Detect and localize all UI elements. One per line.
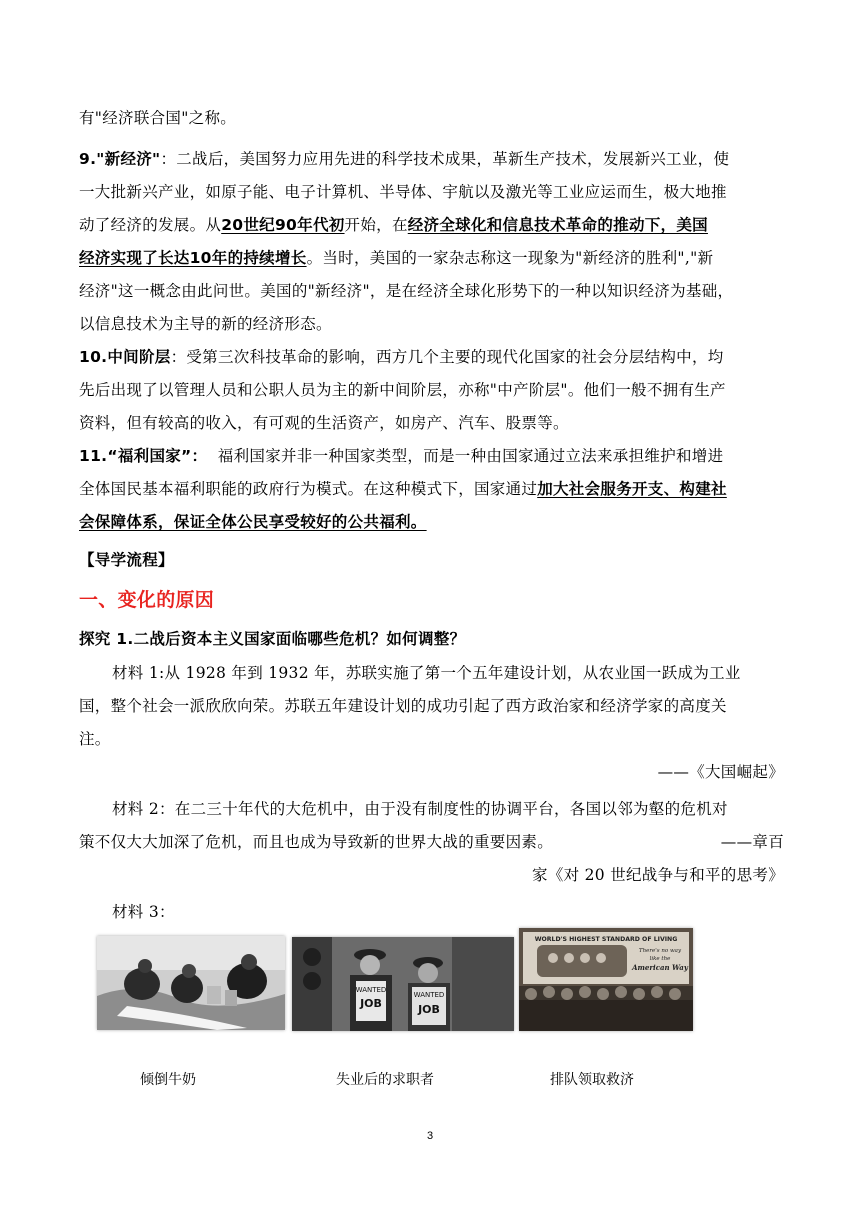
material2-line-3: 家《对 20 世纪战争与和平的思考》 bbox=[532, 866, 784, 884]
p10-label: 10.中间阶层 bbox=[79, 348, 171, 366]
p10-line-2: 先后出现了以管理人员和公职人员为主的新中间阶层，亦称"中产阶层"。他们一般不拥有生产 bbox=[79, 381, 726, 399]
p9-line-6: 以信息技术为主导的新的经济形态。 bbox=[79, 315, 332, 333]
material1-source: ——《大国崛起》 bbox=[657, 763, 784, 781]
billboard-headline: WORLD'S HIGHEST STANDARD OF LIVING bbox=[534, 936, 678, 943]
p11-line-1: 11.“福利国家”： 福利国家并非一种国家类型，而是一种由国家通过立法来承担维护和增进 bbox=[79, 447, 724, 465]
material1-line-1: 材料 1:从 1928 年到 1932 年，苏联实施了第一个五年建设计划，从农业国一跃成为工业 bbox=[112, 664, 741, 682]
heading-changes-cause: 一、变化的原因 bbox=[79, 589, 215, 611]
intro-line: 有"经济联合国"之称。 bbox=[79, 109, 237, 127]
p10-line-3: 资料，但有较高的收入，有可观的生活资产，如房产、汽车、股票等。 bbox=[79, 414, 569, 432]
caption-relief-line: 排队领取救济 bbox=[550, 1072, 634, 1088]
p9-line-3: 动了经济的发展。从20世纪90年代初开始，在经济全球化和信息技术革命的推动下，美国 bbox=[79, 216, 708, 234]
material3-label: 材料 3： bbox=[112, 903, 175, 921]
billboard-script-1: There's no way bbox=[638, 948, 682, 954]
caption-dumping-milk: 倾倒牛奶 bbox=[140, 1072, 196, 1088]
material1-line-2: 国，整个社会一派欣欣向荣。苏联五年建设计划的成功引起了西方政治家和经济学家的高度关 bbox=[79, 697, 727, 715]
p9-line-2: 一大批新兴产业，如原子能、电子计算机、半导体、宇航以及激光等工业应运而生，极大地推 bbox=[79, 183, 727, 201]
p9-line-1: 9."新经济"：二战后，美国努力应用先进的科学技术成果，革新生产技术，发展新兴工业，使 bbox=[79, 150, 730, 168]
dumping-milk-photo bbox=[97, 936, 285, 1030]
sign2-word-wanted: WANTED bbox=[413, 991, 445, 999]
p9-line-5: 经济"这一概念由此问世。美国的"新经济"，是在经济全球化形势下的一种以知识经济为基础， bbox=[79, 282, 734, 300]
p11-line-2: 全体国民基本福利职能的政府行为模式。在这种模式下，国家通过加大社会服务开支、构建社 bbox=[79, 480, 727, 498]
billboard-script-2: like the bbox=[649, 956, 671, 962]
job-seekers-photo bbox=[292, 937, 514, 1031]
p9-line-4: 经济实现了长达10年的持续增长。当时，美国的一家杂志称这一现象为"新经济的胜利","新 bbox=[79, 249, 714, 267]
page-number: 3 bbox=[426, 1130, 434, 1142]
p11-label: 11.“福利国家”： bbox=[79, 447, 208, 465]
inquiry-1: 探究 1.二战后资本主义国家面临哪些危机？如何调整？ bbox=[79, 630, 466, 648]
relief-line-photo bbox=[519, 928, 693, 1031]
p9-label: 9."新经济" bbox=[79, 150, 161, 168]
sign1-word-wanted: WANTED bbox=[355, 986, 387, 994]
p11-line-3: 会保障体系，保证全体公民享受较好的公共福利。 bbox=[79, 513, 427, 531]
billboard-script-3: American Way bbox=[632, 963, 688, 972]
sign1-word-job: JOB bbox=[360, 997, 382, 1010]
sign2-word-job: JOB bbox=[418, 1003, 440, 1016]
section-flow-title: 【导学流程】 bbox=[79, 551, 174, 569]
p10-line-1: 10.中间阶层：受第三次科技革命的影响，西方几个主要的现代化国家的社会分层结构中，均 bbox=[79, 348, 724, 366]
material2-line-2: 策不仅大大加深了危机，而且也成为导致新的世界大战的重要因素。 ——章百 bbox=[79, 833, 784, 851]
caption-job-seekers: 失业后的求职者 bbox=[336, 1072, 434, 1088]
material1-line-3: 注。 bbox=[79, 730, 111, 748]
material2-line-1: 材料 2：在二三十年代的大危机中，由于没有制度性的协调平台，各国以邻为壑的危机对 bbox=[112, 800, 728, 818]
